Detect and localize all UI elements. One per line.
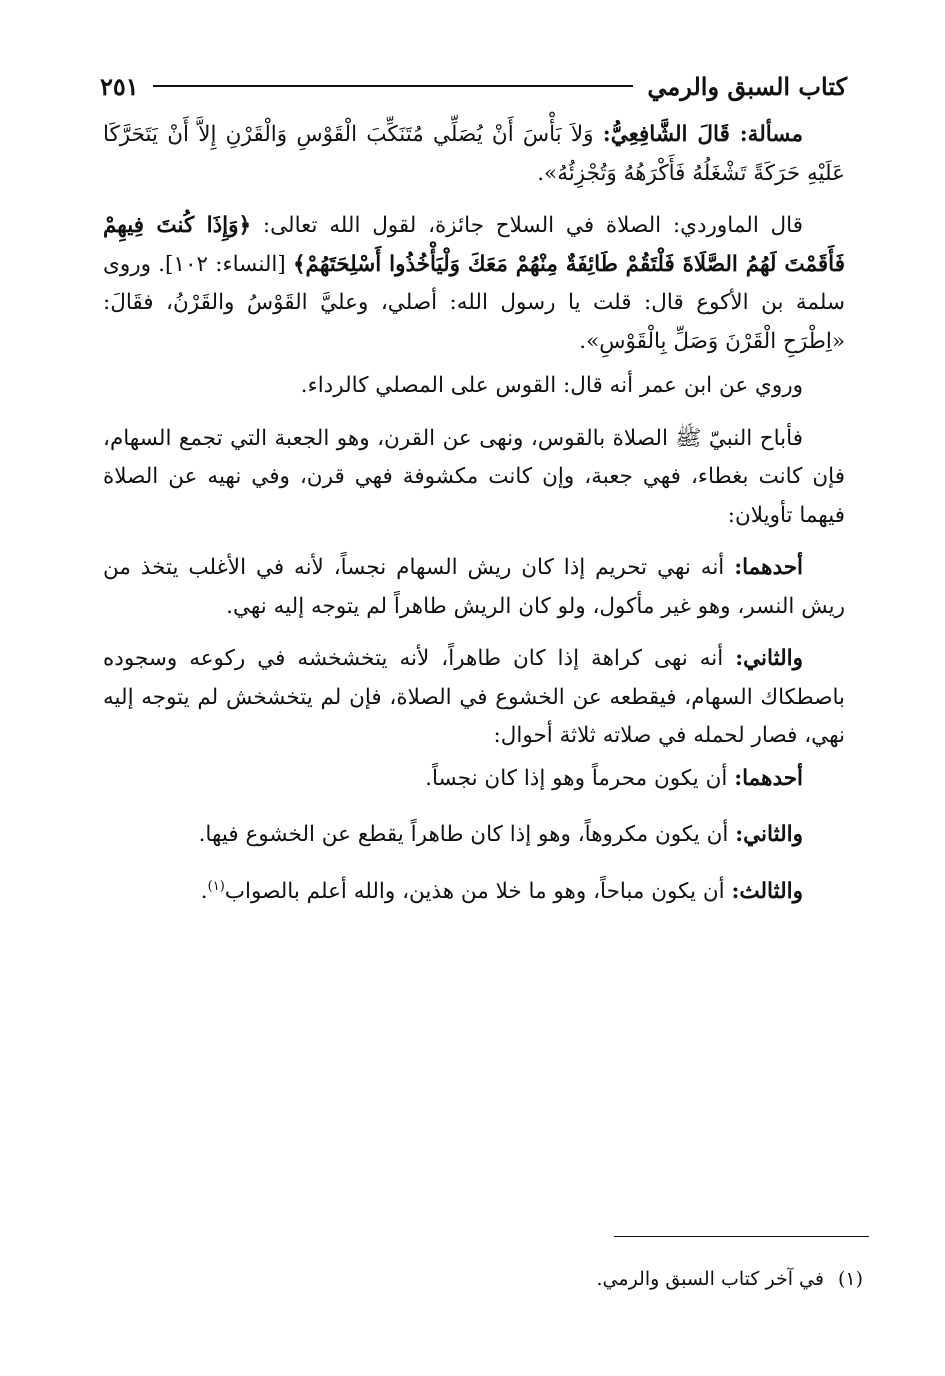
- running-header: [100, 66, 847, 106]
- paragraph-ibaha: [103, 420, 845, 536]
- footnote-separator: [614, 1236, 869, 1237]
- page-body: [103, 116, 845, 929]
- paragraph-tail: .: [200, 878, 208, 904]
- paragraph-lead: أحدهما:: [734, 765, 803, 791]
- paragraph-lead: والثاني:: [735, 822, 803, 847]
- paragraph-text: أنه نهى كراهة إذا كان طاهراً، لأنه يتخشخشه في ركوعه وسجوده باصطكاك السهام، فيقطعه عن الخشوع في الصلاة، فإن لم يتخشخش لم يتوجه إليه نهي، فصار لحمله في صلاته ثلاثة أحوال:: [103, 646, 845, 748]
- state-second: [103, 816, 845, 855]
- state-third: [103, 873, 845, 912]
- paragraph-second-interpretation: [103, 640, 845, 756]
- footnote: [597, 1268, 863, 1290]
- paragraph-first-interpretation: [103, 549, 845, 626]
- footnote-text: في آخر كتاب السبق والرمي.: [596, 1268, 824, 1290]
- header-rule: [153, 85, 634, 87]
- paragraph-ibn-umar: [103, 367, 845, 406]
- paragraph-masala: [103, 116, 845, 193]
- paragraph-text: أنه نهي تحريم إذا كان ريش السهام نجساً، لأنه في الأغلب يتخذ من ريش النسر، وهو غير مأكول، ولو كان الريش طاهراً لم يتوجه إليه نهي.: [103, 555, 845, 619]
- paragraph-text: [النساء: ١٠٢]. وروى سلمة بن الأكوع قال: قلت يا رسول الله: أصلي، وعليَّ القَوْسُ والقَرْنُ، فقَالَ:: [103, 251, 845, 315]
- page-number: ٢٥١: [100, 71, 139, 101]
- paragraph-lead: والثالث:: [731, 878, 803, 904]
- footnote-number: (١): [837, 1268, 863, 1290]
- paragraph-mawardi: [103, 207, 845, 361]
- paragraph-text: أن يكون مباحاً، وهو ما خلا من هذين، والله أعلم بالصواب: [224, 878, 732, 904]
- paragraph-text: وروي عن ابن عمر أنه قال: القوس على المصلي كالرداء.: [300, 373, 803, 398]
- running-title: كتاب السبق والرمي: [647, 71, 847, 101]
- state-first: [103, 760, 845, 799]
- paragraph-lead: أحدهما:: [734, 555, 803, 580]
- paragraph-lead: مسألة: قَالَ الشَّافِعِيُّ:: [602, 122, 803, 147]
- paragraph-text: وَلاَ بَأْسَ أَنْ يُصَلِّي مُتَنَكِّبَ الْقَوْسِ وَالْقَرْنِ إِلاَّ أَنْ يَتَحَرَّكَا عَلَيْهِ حَرَكَةً تَشْغَلُهُ فَأَكْرَهُهُ وَتُجْزِئُهُ».: [103, 122, 845, 186]
- paragraph-text: قال الماوردي: الصلاة في السلاح جائزة، لقول الله تعالى:: [251, 213, 803, 238]
- paragraph-text: فأباح النبيّ ﷺ الصلاة بالقوس، ونهى عن القرن، وهو الجعبة التي تجمع السهام، فإن كانت بغطاء، فهي جعبة، وإن كانت مكشوفة فهي قرن، وفي نهيه عن الصلاة فيهما تأويلان:: [103, 425, 845, 528]
- paragraph-text: أن يكون مكروهاً، وهو إذا كان طاهراً يقطع عن الخشوع فيها.: [198, 822, 736, 847]
- paragraph-lead: والثاني:: [735, 646, 803, 671]
- hadith-quote: «اِطْرَحِ الْقَرْنَ وَصَلِّ بِالْقَوْسِ».: [579, 328, 845, 354]
- footnote-reference[interactable]: (١): [207, 878, 225, 894]
- quran-verse: ﴿وَإِذَا كُنتَ فِيهِمْ فَأَقَمْتَ لَهُمُ الصَّلَاةَ فَلْتَقُمْ طَائِفَةٌ مِنْهُمْ مَعَكَ وَلْيَأْخُذُوا أَسْلِحَتَهُمْ﴾: [103, 213, 845, 277]
- paragraph-text: أن يكون محرماً وهو إذا كان نجساً.: [425, 765, 735, 791]
